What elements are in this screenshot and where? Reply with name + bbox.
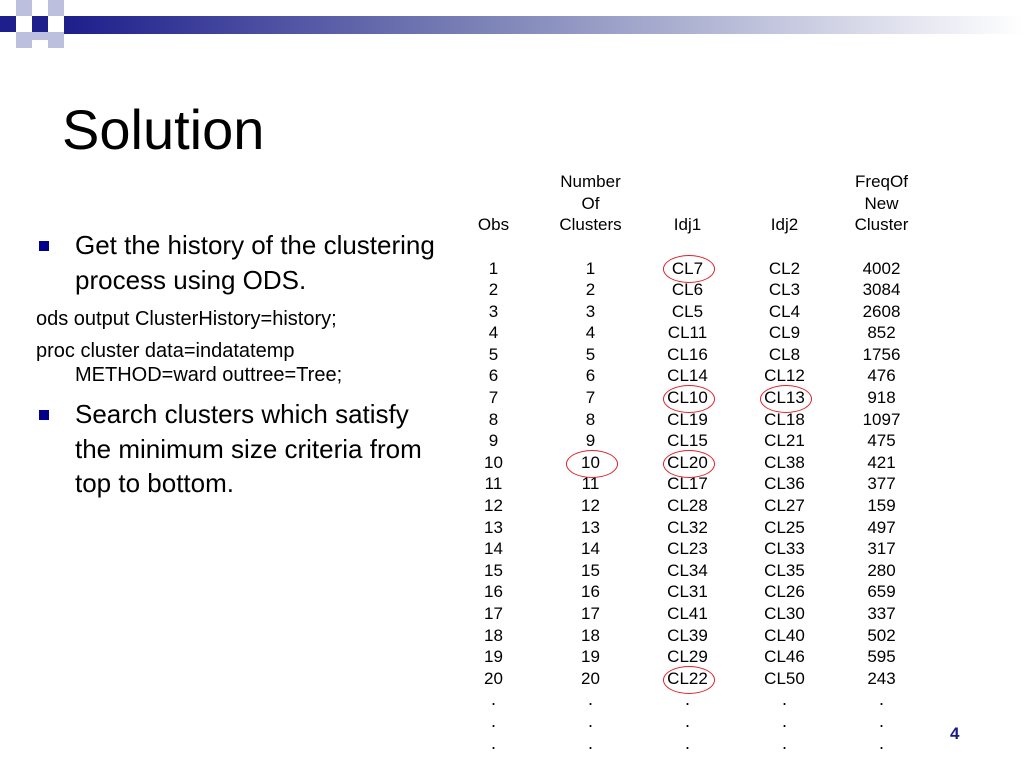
- bullet-item: [36, 228, 436, 297]
- table-cell: 4002: [862, 258, 901, 278]
- code-line: ods output ClusterHistory=history;: [36, 308, 337, 330]
- table-cell: CL35: [764, 560, 805, 580]
- table-cell: CL13: [764, 388, 805, 408]
- table-cell: 11: [484, 474, 503, 494]
- table-cell: 19: [581, 647, 600, 667]
- table-cell: CL11: [667, 323, 708, 343]
- table-row: [445, 625, 930, 647]
- continuation-dot: .: [781, 710, 787, 731]
- table-cell: CL28: [667, 496, 708, 516]
- table-row: [445, 430, 930, 452]
- table-cell: 6: [585, 366, 596, 386]
- table-cell: 14: [581, 539, 600, 559]
- table-row: [445, 322, 930, 344]
- continuation-dot: .: [684, 732, 690, 753]
- table-cell: 377: [867, 474, 896, 494]
- table-row: [445, 646, 930, 668]
- continuation-dot: .: [684, 710, 690, 731]
- table-cell: 5: [585, 344, 596, 364]
- table-cell: CL21: [764, 431, 805, 451]
- table-cell: 1756: [862, 344, 901, 364]
- table-cell: 3084: [862, 280, 901, 300]
- continuation-dot: .: [490, 710, 496, 731]
- continuation-dot: .: [878, 732, 884, 753]
- continuation-dot: .: [490, 689, 496, 710]
- table-cell: 317: [867, 539, 896, 559]
- table-cell: 475: [867, 431, 896, 451]
- table-spacer-row: [445, 236, 930, 258]
- continuation-dot: .: [490, 732, 496, 753]
- col-header-freq-of-new-cluster: FreqOf New Cluster: [854, 172, 909, 234]
- table-cell: 3: [488, 301, 499, 321]
- table-header-row: [445, 171, 930, 236]
- table-row: [445, 538, 930, 560]
- table-cell: CL14: [667, 366, 708, 386]
- table-cell: 421: [867, 452, 896, 472]
- table-cell: CL23: [667, 539, 708, 559]
- table-cell: CL29: [667, 647, 708, 667]
- table-cell: CL15: [667, 431, 708, 451]
- table-cell: 20: [581, 668, 600, 688]
- table-cell: 852: [867, 323, 896, 343]
- table-cell: 918: [867, 388, 896, 408]
- table-cell: 595: [867, 647, 896, 667]
- table-row: [445, 581, 930, 603]
- code-line: proc cluster data=indatatemp METHOD=ward outtree=Tree;: [36, 340, 343, 386]
- table-cell: 2608: [862, 301, 901, 321]
- col-header-obs: Obs: [477, 215, 510, 234]
- table-cell: CL20: [667, 452, 708, 472]
- table-cell: 10: [581, 452, 600, 472]
- table-cell: 6: [488, 366, 499, 386]
- page-number: 4: [950, 724, 960, 743]
- table-cell: 13: [484, 517, 503, 537]
- col-header-number-of-clusters: Number Of Clusters: [559, 172, 622, 234]
- table-cell: 15: [484, 560, 503, 580]
- table-cell: 18: [484, 625, 503, 645]
- table-cell: CL12: [764, 366, 805, 386]
- table-cell: 10: [484, 452, 503, 472]
- table-cell: CL16: [667, 344, 708, 364]
- header-decoration: [0, 0, 1024, 50]
- col-header-idj1: Idj1: [673, 215, 702, 234]
- table-cell: CL26: [764, 582, 805, 602]
- table-row: [445, 301, 930, 323]
- table-cell: 7: [585, 388, 596, 408]
- bullet-square-icon: [39, 241, 49, 251]
- table-row: [445, 517, 930, 539]
- table-cell: CL9: [768, 323, 801, 343]
- table-cell: 280: [867, 560, 896, 580]
- continuation-dot: .: [587, 732, 593, 753]
- slide-title: Solution: [62, 98, 265, 161]
- table-row: [445, 603, 930, 625]
- table-cell: 2: [488, 280, 499, 300]
- table-cell: 7: [488, 388, 499, 408]
- table-cell: CL34: [667, 560, 708, 580]
- highlight-circle: [663, 385, 715, 413]
- continuation-dot: .: [587, 689, 593, 710]
- table-cell: CL46: [764, 647, 805, 667]
- table-cell: CL3: [768, 280, 801, 300]
- table-cell: 9: [488, 431, 499, 451]
- table-cell: 243: [867, 668, 896, 688]
- table-cell: 3: [585, 301, 596, 321]
- table-cell: 1: [488, 258, 499, 278]
- table-cell: 15: [581, 560, 600, 580]
- table-cell: 8: [585, 409, 596, 429]
- continuation-dot: .: [587, 710, 593, 731]
- table-cell: 5: [488, 344, 499, 364]
- table-cell: 11: [581, 474, 600, 494]
- table-cell: 337: [867, 604, 896, 623]
- table-cell: 159: [867, 496, 896, 516]
- table-cell: CL27: [764, 496, 805, 516]
- table-cell: 20: [484, 668, 503, 688]
- continuation-row: [445, 733, 930, 755]
- table-cell: 476: [867, 366, 896, 386]
- table-cell: CL36: [764, 474, 805, 494]
- col-header-idj2: Idj2: [770, 215, 799, 234]
- table-cell: CL31: [667, 582, 708, 602]
- table-cell: CL41: [667, 604, 708, 623]
- table-row: [445, 365, 930, 387]
- bullet-list: [36, 228, 436, 501]
- table-cell: 659: [867, 582, 896, 602]
- continuation-dot: .: [781, 689, 787, 710]
- table-cell: 1097: [862, 409, 901, 429]
- table-cell: 19: [484, 647, 503, 667]
- table-cell: CL17: [667, 474, 708, 494]
- highlight-circle: [663, 450, 715, 478]
- table-cell: CL25: [764, 517, 805, 537]
- table-cell: 16: [484, 582, 503, 602]
- table-cell: CL10: [667, 388, 708, 408]
- table-cell: 9: [585, 431, 596, 451]
- highlight-circle: [663, 255, 715, 283]
- table-cell: CL39: [667, 625, 708, 645]
- table-cell: CL33: [764, 539, 805, 559]
- table-cell: CL30: [764, 604, 805, 623]
- bullet-text: Search clusters which satisfy the minimum size criteria from top to bottom.: [75, 399, 422, 498]
- continuation-dot: .: [781, 732, 787, 753]
- table-cell: 8: [488, 409, 499, 429]
- table-cell: CL2: [768, 258, 801, 278]
- table-cell: 12: [581, 496, 600, 516]
- table-cell: 12: [484, 496, 503, 516]
- table-row: [445, 344, 930, 366]
- bullet-square-icon: [39, 410, 49, 420]
- table-cell: CL6: [671, 280, 704, 300]
- table-cell: 2: [585, 280, 596, 300]
- highlight-circle: [663, 666, 715, 694]
- table-cell: CL8: [768, 344, 801, 364]
- table-cell: 4: [488, 323, 499, 343]
- table-cell: 1: [585, 258, 596, 278]
- table-cell: 14: [484, 539, 503, 559]
- table-cell: CL38: [764, 452, 805, 472]
- table-row: [445, 495, 930, 517]
- table-cell: CL4: [768, 301, 801, 321]
- table-cell: CL22: [667, 668, 708, 688]
- bullet-text: Get the history of the clustering process using ODS.: [75, 230, 435, 295]
- table-cell: 17: [581, 604, 600, 623]
- table-cell: 18: [581, 625, 600, 645]
- continuation-dot: .: [878, 710, 884, 731]
- table-cell: 16: [581, 582, 600, 602]
- bullet-item: [36, 397, 436, 501]
- table-cell: CL7: [671, 258, 704, 278]
- continuation-row: [445, 711, 930, 733]
- continuation-dot: .: [878, 689, 884, 710]
- table-cell: CL40: [764, 625, 805, 645]
- table-row: [445, 560, 930, 582]
- table-cell: 497: [867, 517, 896, 537]
- highlight-circle: [760, 385, 812, 413]
- table-cell: 13: [581, 517, 600, 537]
- table-cell: CL19: [667, 409, 708, 429]
- continuation-dot: .: [684, 689, 690, 710]
- table-cell: 17: [484, 604, 503, 623]
- table-cell: 4: [585, 323, 596, 343]
- table-cell: 502: [867, 625, 896, 645]
- table-cell: CL32: [667, 517, 708, 537]
- table-cell: CL50: [764, 668, 805, 688]
- table-cell: CL18: [764, 409, 805, 429]
- table-cell: CL5: [671, 301, 704, 321]
- highlight-circle: [566, 450, 618, 478]
